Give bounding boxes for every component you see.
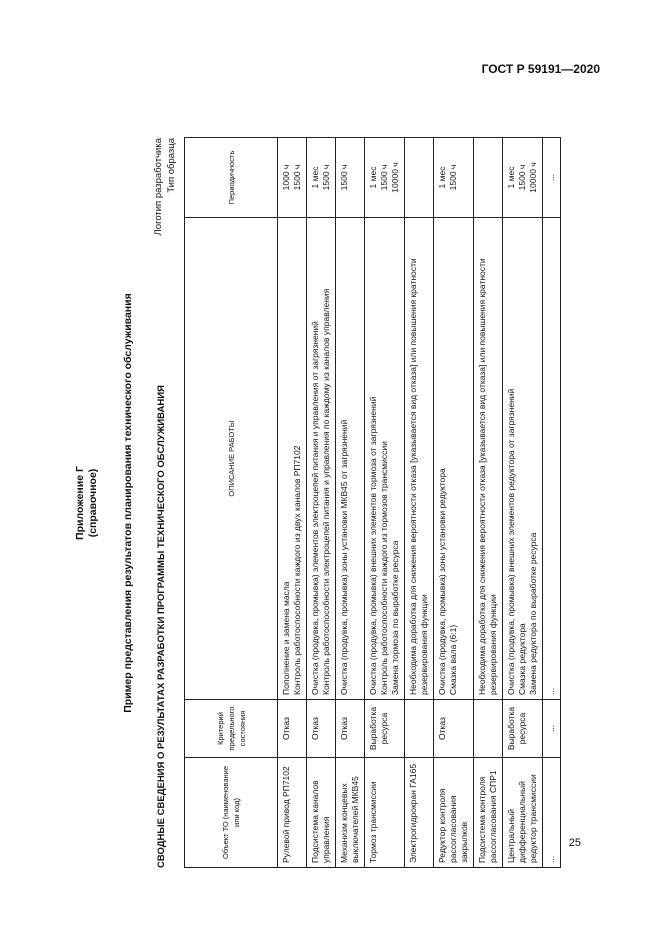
cell-criterion: Отказ <box>307 700 336 758</box>
description-line: Смазка редуктора <box>517 623 527 695</box>
description-line: Очистка (продувка, промывка) внешних элементов тормоза от загрязнений <box>368 396 378 695</box>
cell-criterion: Отказ <box>278 700 307 758</box>
cell-object: Подсистема контроля рассогласования СПР1 <box>474 758 503 868</box>
cell-period <box>336 138 365 218</box>
cell-object: Тормоз трансмиссии <box>365 758 405 868</box>
cell-period <box>278 138 307 218</box>
cell-criterion: Выработка ресурса <box>365 700 405 758</box>
header-period: Периодичность <box>185 138 278 218</box>
cell-object: Редуктор контроля рассогласования закрылков <box>434 758 474 868</box>
appendix-subject: Пример представления результатов планирования технического обслуживания <box>122 293 134 713</box>
appendix-note: (справочное) <box>87 468 99 538</box>
description-line: Очистка (продувка, промывка) элементов электроцепей питания и управления от загрязнений <box>310 321 320 695</box>
cell-description <box>405 218 434 700</box>
cell-description <box>503 218 543 700</box>
page-number: 25 <box>568 837 581 849</box>
period-value: 10000 ч <box>528 162 538 193</box>
cell-object: Рулевой привод РП7102 <box>278 758 307 868</box>
description-line: Контроль работоспособности каждого из тормозов трансмиссии <box>379 441 389 695</box>
period-value: ... <box>546 173 556 182</box>
cell-description <box>434 218 474 700</box>
header-object: Объект ТО (наименование или код) <box>185 758 278 868</box>
cell-description <box>336 218 365 700</box>
cell-object: Центральный дифференциальный редуктор трансмиссии <box>503 758 543 868</box>
gost-header: ГОСТ Р 59191—2020 <box>481 62 600 76</box>
cell-period <box>543 138 561 218</box>
table-row <box>474 138 503 868</box>
cell-description <box>278 218 307 700</box>
cell-period <box>503 138 543 218</box>
cell-object: Подсистема каналов управления <box>307 758 336 868</box>
cell-description <box>474 218 503 700</box>
description-line: Замена тормоза по выработке ресурса <box>390 540 400 695</box>
period-value: 10000 ч <box>390 162 400 193</box>
cell-object: Электрогидрокран ГА165 <box>405 758 434 868</box>
logo-line-developer: Логотип разработчика <box>153 138 164 236</box>
table-row <box>365 138 405 868</box>
appendix-title: Приложение Г <box>74 466 86 540</box>
cell-period <box>474 138 503 218</box>
period-value: 1500 ч <box>321 164 331 191</box>
description-line: Смазка вала (6:1) <box>448 624 458 695</box>
period-value: 1500 ч <box>448 164 458 191</box>
cell-period <box>365 138 405 218</box>
table-header-row <box>185 138 278 868</box>
header-criterion: Критерий предельного состояния <box>185 700 278 758</box>
description-line: Контроль работоспособности каждого из двух каналов РП7102 <box>292 445 302 695</box>
header-description: ОПИСАНИЕ РАБОТЫ <box>185 218 278 700</box>
description-line: Необходима доработка для снижения вероятности отказа [указывается вид отказа] или повышения кратности резервирования функции <box>477 258 498 695</box>
cell-criterion: ... <box>543 700 561 758</box>
cell-description <box>543 218 561 700</box>
description-line: Замена редуктора по выработке ресурса <box>528 532 538 695</box>
period-value: 1500 ч <box>292 164 302 191</box>
maintenance-table <box>184 137 561 868</box>
description-line: Очистка (продувка, промывка) зоны установки редуктора <box>437 468 447 695</box>
description-line: Пополнение и замена масла <box>281 581 291 695</box>
description-line: Необходима доработка для снижения вероятности отказа [указывается вид отказа] или повышения кратности резервирования функции <box>408 258 429 695</box>
period-value: 1500 ч <box>339 164 349 191</box>
period-value: 1 мес <box>310 166 320 189</box>
logo-line-type: Тип образца <box>166 138 177 193</box>
description-line: Очистка (продувка, промывка) зоны установки МКВ45 от загрязнений <box>339 419 349 695</box>
period-value: 1 мес <box>506 166 516 189</box>
cell-object: ... <box>543 758 561 868</box>
cell-criterion: Отказ <box>434 700 474 758</box>
table-row <box>307 138 336 868</box>
cell-description <box>307 218 336 700</box>
period-value: 1 мес <box>437 166 447 189</box>
table-row <box>503 138 543 868</box>
table-row <box>434 138 474 868</box>
description-line: ... <box>546 687 556 695</box>
logo-block <box>152 138 178 235</box>
cell-description <box>365 218 405 700</box>
table-body <box>278 138 561 868</box>
table-row <box>543 138 561 868</box>
period-value: 1 мес <box>368 166 378 189</box>
table-row <box>278 138 307 868</box>
cell-period <box>307 138 336 218</box>
cell-criterion: Выработка ресурса <box>503 700 543 758</box>
description-line: Очистка (продувка, промывка) внешних элементов редуктора от загрязнений <box>506 388 516 695</box>
period-value: 1000 ч <box>281 164 291 191</box>
table-row <box>405 138 434 868</box>
description-line: Контроль работоспособности электроцепей питания и управления по каждому из каналов управления <box>321 288 331 695</box>
cell-period <box>434 138 474 218</box>
cell-period <box>405 138 434 218</box>
period-value: 1500 ч <box>379 164 389 191</box>
cell-criterion: Отказ <box>336 700 365 758</box>
cell-criterion <box>474 700 503 758</box>
summary-title: СВОДНЫЕ СВЕДЕНИЯ О РЕЗУЛЬТАТАХ РАЗРАБОТКИ ПРОГРАММЫ ТЕХНИЧЕСКОГО ОБСЛУЖИВАНИЯ <box>156 385 167 868</box>
table-row <box>336 138 365 868</box>
period-value: 1500 ч <box>517 164 527 191</box>
landscape-content <box>70 138 560 868</box>
cell-object: Механизм концевых выключателей МКВ45 <box>336 758 365 868</box>
cell-criterion <box>405 700 434 758</box>
